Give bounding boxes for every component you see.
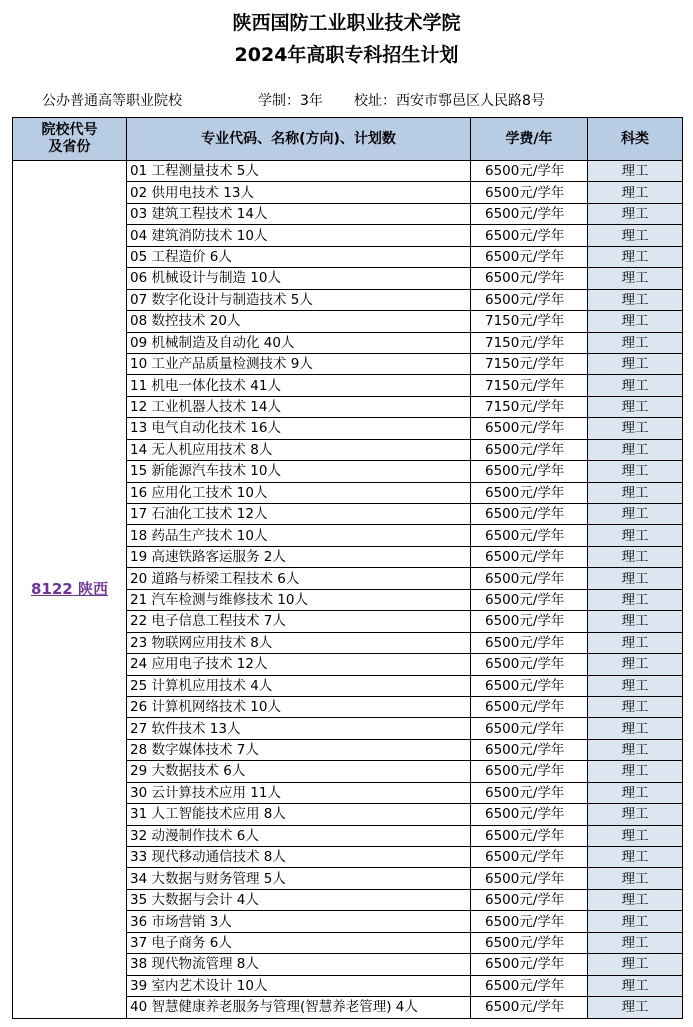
category-cell: 理工 bbox=[588, 911, 683, 932]
fee-cell: 6500元/学年 bbox=[471, 203, 588, 224]
fee-cell: 6500元/学年 bbox=[471, 975, 588, 996]
fee-cell: 6500元/学年 bbox=[471, 611, 588, 632]
category-cell: 理工 bbox=[588, 804, 683, 825]
major-cell: 29 大数据技术 6人 bbox=[127, 761, 471, 782]
category-cell: 理工 bbox=[588, 954, 683, 975]
header-major: 专业代码、名称(方向)、计划数 bbox=[127, 118, 471, 161]
major-cell: 12 工业机器人技术 14人 bbox=[127, 396, 471, 417]
category-cell: 理工 bbox=[588, 353, 683, 374]
major-cell: 20 道路与桥梁工程技术 6人 bbox=[127, 568, 471, 589]
major-cell: 05 工程造价 6人 bbox=[127, 246, 471, 267]
fee-cell: 6500元/学年 bbox=[471, 546, 588, 567]
fee-cell: 6500元/学年 bbox=[471, 439, 588, 460]
fee-cell: 6500元/学年 bbox=[471, 954, 588, 975]
major-cell: 02 供用电技术 13人 bbox=[127, 182, 471, 203]
category-cell: 理工 bbox=[588, 997, 683, 1018]
category-cell: 理工 bbox=[588, 203, 683, 224]
major-cell: 22 电子信息工程技术 7人 bbox=[127, 611, 471, 632]
major-cell: 13 电气自动化技术 16人 bbox=[127, 418, 471, 439]
fee-cell: 6500元/学年 bbox=[471, 847, 588, 868]
fee-cell: 6500元/学年 bbox=[471, 696, 588, 717]
fee-cell: 6500元/学年 bbox=[471, 482, 588, 503]
major-cell: 16 应用化工技术 10人 bbox=[127, 482, 471, 503]
category-cell: 理工 bbox=[588, 889, 683, 910]
fee-cell: 6500元/学年 bbox=[471, 504, 588, 525]
major-cell: 15 新能源汽车技术 10人 bbox=[127, 461, 471, 482]
fee-cell: 6500元/学年 bbox=[471, 804, 588, 825]
category-cell: 理工 bbox=[588, 375, 683, 396]
category-cell: 理工 bbox=[588, 246, 683, 267]
category-cell: 理工 bbox=[588, 611, 683, 632]
category-cell: 理工 bbox=[588, 418, 683, 439]
major-cell: 17 石油化工技术 12人 bbox=[127, 504, 471, 525]
category-cell: 理工 bbox=[588, 332, 683, 353]
major-cell: 06 机械设计与制造 10人 bbox=[127, 268, 471, 289]
category-cell: 理工 bbox=[588, 847, 683, 868]
major-cell: 11 机电一体化技术 41人 bbox=[127, 375, 471, 396]
category-cell: 理工 bbox=[588, 439, 683, 460]
category-cell: 理工 bbox=[588, 568, 683, 589]
category-cell: 理工 bbox=[588, 461, 683, 482]
major-cell: 30 云计算技术应用 11人 bbox=[127, 782, 471, 803]
major-cell: 18 药品生产技术 10人 bbox=[127, 525, 471, 546]
major-cell: 07 数字化设计与制造技术 5人 bbox=[127, 289, 471, 310]
fee-cell: 7150元/学年 bbox=[471, 311, 588, 332]
category-cell: 理工 bbox=[588, 225, 683, 246]
fee-cell: 6500元/学年 bbox=[471, 525, 588, 546]
major-cell: 10 工业产品质量检测技术 9人 bbox=[127, 353, 471, 374]
page-title: 陕西国防工业职业技术学院 bbox=[232, 12, 461, 34]
fee-cell: 6500元/学年 bbox=[471, 889, 588, 910]
major-cell: 27 软件技术 13人 bbox=[127, 718, 471, 739]
fee-cell: 7150元/学年 bbox=[471, 375, 588, 396]
major-cell: 33 现代移动通信技术 8人 bbox=[127, 847, 471, 868]
major-cell: 24 应用电子技术 12人 bbox=[127, 654, 471, 675]
major-cell: 23 物联网应用技术 8人 bbox=[127, 632, 471, 653]
fee-cell: 6500元/学年 bbox=[471, 654, 588, 675]
fee-cell: 6500元/学年 bbox=[471, 161, 588, 182]
category-cell: 理工 bbox=[588, 868, 683, 889]
duration: 学制：3年 bbox=[258, 93, 323, 109]
fee-cell: 6500元/学年 bbox=[471, 675, 588, 696]
major-cell: 08 数控技术 20人 bbox=[127, 311, 471, 332]
fee-cell: 6500元/学年 bbox=[471, 782, 588, 803]
major-cell: 21 汽车检测与维修技术 10人 bbox=[127, 589, 471, 610]
school-type: 公办普通高等职业院校 bbox=[42, 93, 182, 109]
major-cell: 19 高速铁路客运服务 2人 bbox=[127, 546, 471, 567]
category-cell: 理工 bbox=[588, 975, 683, 996]
category-cell: 理工 bbox=[588, 761, 683, 782]
category-cell: 理工 bbox=[588, 268, 683, 289]
fee-cell: 6500元/学年 bbox=[471, 632, 588, 653]
fee-cell: 6500元/学年 bbox=[471, 182, 588, 203]
fee-cell: 6500元/学年 bbox=[471, 997, 588, 1018]
major-cell: 28 数字媒体技术 7人 bbox=[127, 739, 471, 760]
fee-cell: 6500元/学年 bbox=[471, 461, 588, 482]
table-header-row bbox=[13, 118, 683, 161]
fee-cell: 6500元/学年 bbox=[471, 225, 588, 246]
major-cell: 14 无人机应用技术 8人 bbox=[127, 439, 471, 460]
major-cell: 40 智慧健康养老服务与管理(智慧养老管理) 4人 bbox=[127, 997, 471, 1018]
header-school-code-line1: 院校代号 bbox=[41, 122, 98, 138]
fee-cell: 6500元/学年 bbox=[471, 868, 588, 889]
fee-cell: 7150元/学年 bbox=[471, 396, 588, 417]
fee-cell: 7150元/学年 bbox=[471, 332, 588, 353]
category-cell: 理工 bbox=[588, 739, 683, 760]
fee-cell: 6500元/学年 bbox=[471, 911, 588, 932]
category-cell: 理工 bbox=[588, 589, 683, 610]
header-category: 科类 bbox=[588, 118, 683, 161]
fee-cell: 6500元/学年 bbox=[471, 246, 588, 267]
category-cell: 理工 bbox=[588, 654, 683, 675]
category-cell: 理工 bbox=[588, 289, 683, 310]
major-cell: 34 大数据与财务管理 5人 bbox=[127, 868, 471, 889]
page-subtitle: 2024年高职专科招生计划 bbox=[234, 44, 459, 66]
category-cell: 理工 bbox=[588, 718, 683, 739]
major-cell: 31 人工智能技术应用 8人 bbox=[127, 804, 471, 825]
category-cell: 理工 bbox=[588, 482, 683, 503]
fee-cell: 6500元/学年 bbox=[471, 418, 588, 439]
header-school-code-line2: 及省份 bbox=[48, 139, 91, 155]
fee-cell: 7150元/学年 bbox=[471, 353, 588, 374]
fee-cell: 6500元/学年 bbox=[471, 932, 588, 953]
major-cell: 37 电子商务 6人 bbox=[127, 932, 471, 953]
fee-cell: 6500元/学年 bbox=[471, 568, 588, 589]
category-cell: 理工 bbox=[588, 696, 683, 717]
fee-cell: 6500元/学年 bbox=[471, 739, 588, 760]
major-cell: 32 动漫制作技术 6人 bbox=[127, 825, 471, 846]
major-cell: 03 建筑工程技术 14人 bbox=[127, 203, 471, 224]
category-cell: 理工 bbox=[588, 525, 683, 546]
major-cell: 39 室内艺术设计 10人 bbox=[127, 975, 471, 996]
category-cell: 理工 bbox=[588, 546, 683, 567]
category-cell: 理工 bbox=[588, 182, 683, 203]
fee-cell: 6500元/学年 bbox=[471, 761, 588, 782]
major-cell: 35 大数据与会计 4人 bbox=[127, 889, 471, 910]
category-cell: 理工 bbox=[588, 825, 683, 846]
address: 校址：西安市鄠邑区人民路8号 bbox=[354, 93, 545, 109]
category-cell: 理工 bbox=[588, 504, 683, 525]
major-cell: 04 建筑消防技术 10人 bbox=[127, 225, 471, 246]
school-code-link[interactable]: 8122 陕西 bbox=[31, 579, 108, 598]
category-cell: 理工 bbox=[588, 396, 683, 417]
major-cell: 09 机械制造及自动化 40人 bbox=[127, 332, 471, 353]
major-cell: 38 现代物流管理 8人 bbox=[127, 954, 471, 975]
enrollment-table bbox=[12, 117, 683, 1019]
category-cell: 理工 bbox=[588, 632, 683, 653]
category-cell: 理工 bbox=[588, 932, 683, 953]
fee-cell: 6500元/学年 bbox=[471, 718, 588, 739]
table-row bbox=[13, 161, 683, 182]
major-cell: 26 计算机网络技术 10人 bbox=[127, 696, 471, 717]
fee-cell: 6500元/学年 bbox=[471, 589, 588, 610]
fee-cell: 6500元/学年 bbox=[471, 268, 588, 289]
header-fee: 学费/年 bbox=[471, 118, 588, 161]
major-cell: 25 计算机应用技术 4人 bbox=[127, 675, 471, 696]
fee-cell: 6500元/学年 bbox=[471, 825, 588, 846]
category-cell: 理工 bbox=[588, 161, 683, 182]
category-cell: 理工 bbox=[588, 782, 683, 803]
fee-cell: 6500元/学年 bbox=[471, 289, 588, 310]
major-cell: 36 市场营销 3人 bbox=[127, 911, 471, 932]
category-cell: 理工 bbox=[588, 311, 683, 332]
header-school-code bbox=[13, 118, 127, 161]
school-code-cell bbox=[13, 161, 127, 1019]
major-cell: 01 工程测量技术 5人 bbox=[127, 161, 471, 182]
category-cell: 理工 bbox=[588, 675, 683, 696]
